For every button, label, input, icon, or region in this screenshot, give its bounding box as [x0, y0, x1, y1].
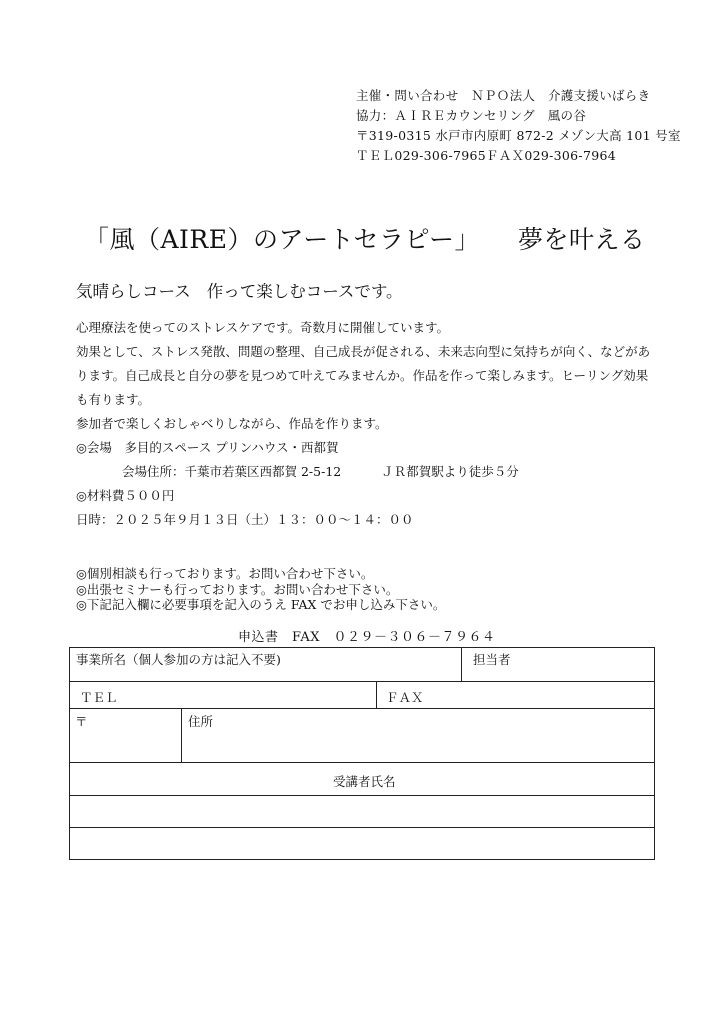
title-main: 「風（AIRE）のアートセラピー」	[84, 225, 481, 254]
form-header: 申込書 FAX ０２９－３０６－７９６４	[238, 630, 496, 645]
body-intro: 心理療法を使ってのストレスケアです。奇数月に開催しています。	[76, 320, 450, 335]
body-participants: 参加者で楽しくおしゃべりしながら、作品を作ります。	[76, 416, 388, 431]
form-divider	[70, 762, 654, 763]
material-fee: ◎材料費５００円	[76, 488, 175, 503]
office-name-field[interactable]: 事業所名（個人参加の方は記入不要)	[76, 652, 281, 667]
venue-address: 会場住所：千葉市若葉区西都賀 2-5-12	[122, 464, 342, 479]
venue-address-line	[76, 462, 658, 486]
subtitle-description: 作って楽しむコースです。	[206, 282, 403, 301]
note-fax-application: ◎下記記入欄に必要事項を記入のうえ FAX でお申し込み下さい。	[76, 597, 446, 612]
fax-field[interactable]: ＦＡＸ	[386, 690, 424, 705]
attendee-name-header: 受講者氏名	[333, 774, 396, 789]
venue-name: ◎会場 多目的スペース プリンハウス・西都賀	[76, 440, 339, 455]
address-field[interactable]: 住所	[188, 714, 214, 729]
note-consultation: ◎個別相談も行っております。お問い合わせ下さい。	[76, 566, 374, 581]
organizer-block	[356, 86, 681, 166]
tel-field[interactable]: ＴＥＬ	[80, 690, 118, 705]
application-form	[69, 647, 655, 860]
body-effects-line3: も有ります。	[76, 392, 151, 407]
organizer-address: 〒319-0315 水戸市内原町 872-2 メゾン大高 101 号室	[356, 128, 681, 143]
note-seminar: ◎出張セミナーも行っております。お問い合わせ下さい。	[76, 581, 399, 597]
title-tagline: 夢を叶える	[518, 225, 646, 254]
organizer-cooperation: 協力：ＡＩＲＥカウンセリング 風の谷	[356, 108, 587, 123]
event-datetime: 日時：２０２５年９月１３日（土）１３：００～１４：００	[76, 512, 414, 527]
description-body	[76, 318, 658, 534]
attendee-name-row[interactable]	[70, 796, 654, 827]
notes-block	[76, 566, 445, 613]
form-divider	[70, 708, 654, 709]
form-divider	[376, 681, 377, 708]
body-effects-line2: ります。自己成長と自分の夢を見つめて叶えてみませんか。作品を作って楽しみます。ヒーリング効果	[76, 368, 649, 383]
organizer-host: 主催・問い合わせ ＮＰＯ法人 介護支援いばらき	[356, 88, 651, 103]
form-divider	[181, 708, 182, 762]
contact-person-field[interactable]: 担当者	[473, 652, 511, 667]
organizer-phone-fax: ＴＥＬ029-306-7965ＦＡＸ029-306-7964	[356, 148, 616, 163]
subtitle-course: 気晴らしコース	[76, 282, 191, 301]
form-divider	[461, 648, 462, 681]
attendee-name-row[interactable]	[70, 828, 654, 860]
page-subtitle	[76, 278, 403, 302]
page-title	[84, 220, 646, 256]
venue-access: ＪＲ都賀駅より徒歩５分	[381, 464, 519, 479]
body-effects-line1: 効果として、ストレス発散、問題の整理、自己成長が促される、未来志向型に気持ちが向く、などがあ	[76, 344, 651, 359]
form-divider	[70, 681, 654, 682]
postal-code-field[interactable]: 〒	[75, 714, 88, 729]
